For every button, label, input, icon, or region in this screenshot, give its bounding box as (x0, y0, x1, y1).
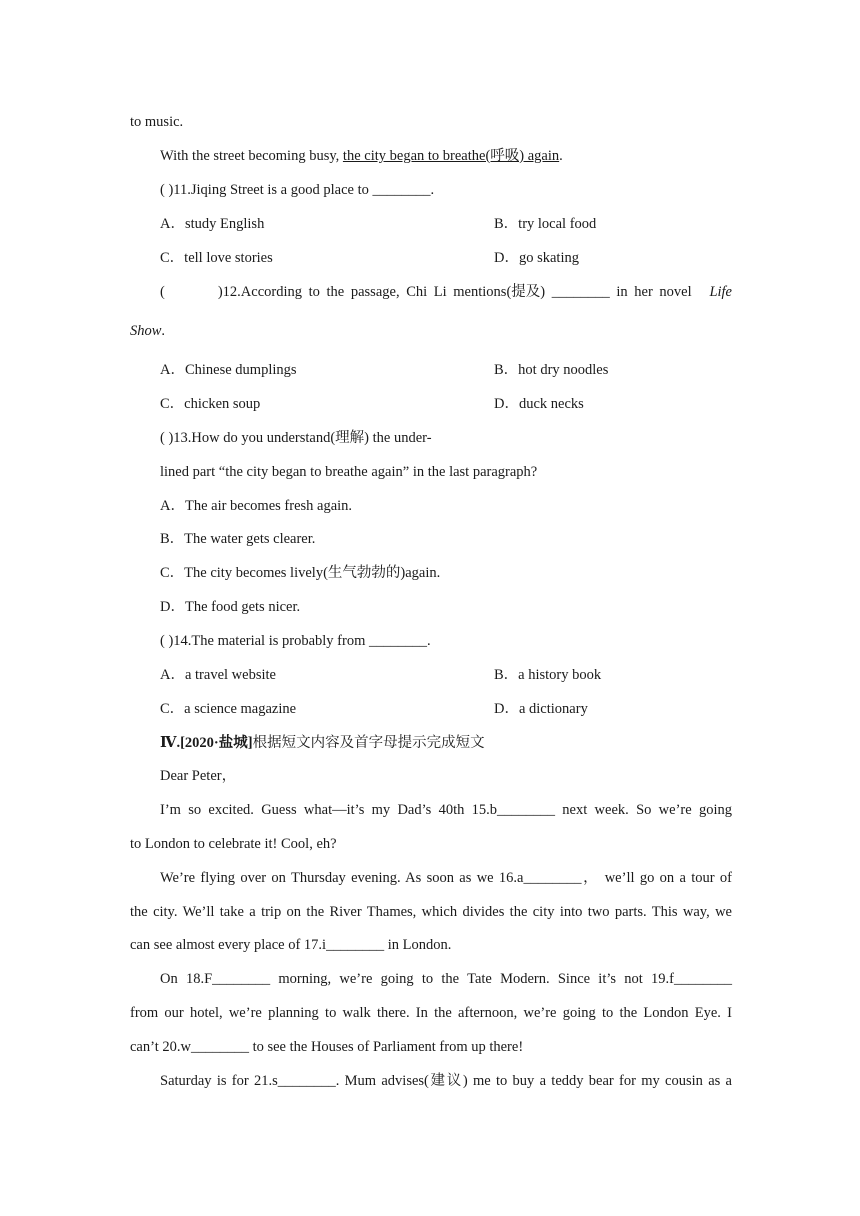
option-14b: B．a history book (494, 667, 602, 683)
paragraph-line: to London to celebrate it! Cool, eh? (130, 836, 337, 852)
option-13a: A．The air becomes fresh again. (160, 498, 353, 514)
paragraph-line: Saturday is for 21.s________. Mum advises(建议) me to buy a teddy bear for my cousin as a (160, 1073, 732, 1089)
text-line: to music. (130, 114, 184, 130)
option-12c: C．chicken soup (160, 396, 261, 412)
letter-salutation: Dear Peter， (160, 768, 237, 784)
option-11d: D．go skating (494, 250, 579, 266)
underlined-phrase: the city began to breathe(呼吸) again (342, 148, 560, 164)
option-14d: D．a dictionary (494, 701, 588, 717)
question-13: ( )13.How do you understand(理解) the under- (160, 430, 432, 446)
paragraph-line: can see almost every place of 17.i________ in London. (130, 937, 452, 953)
paragraph-line: On 18.F________ morning, we’re going to the Tate Modern. Since it’s not 19.f________ (160, 971, 732, 987)
question-12-cont: Show. (130, 323, 166, 339)
option-11c: C．tell love stories (160, 250, 273, 266)
option-14c: C．a science magazine (160, 701, 297, 717)
option-12d: D．duck necks (494, 396, 584, 412)
option-11a: A．study English (160, 216, 265, 232)
option-12b: B．hot dry noodles (494, 362, 609, 378)
option-13d: D．The food gets nicer. (160, 599, 301, 615)
paragraph-line: We’re flying over on Thursday evening. As soon as we 16.a________， we’ll go on a tour of (160, 870, 732, 886)
option-13c: C．The city becomes lively(生气勃勃的)again. (160, 565, 441, 581)
option-12a: A．Chinese dumplings (160, 362, 297, 378)
text-line: With the street becoming busy, the city began to breathe(呼吸) again. (160, 148, 563, 164)
option-13b: B．The water gets clearer. (160, 531, 316, 547)
option-11b: B．try local food (494, 216, 597, 232)
section-title: Ⅳ.[2020·盐城]根据短文内容及首字母提示完成短文 (160, 735, 485, 751)
paragraph-line: from our hotel, we’re planning to walk there. In the afternoon, we’re going to the London Eye. I (130, 1005, 732, 1021)
option-14a: A．a travel website (160, 667, 276, 683)
question-12: ( )12.According to the passage, Chi Li mentions(提及) ________ in her novel Life (160, 284, 732, 300)
paragraph-line: can’t 20.w________ to see the Houses of Parliament from up there! (130, 1039, 524, 1055)
question-14: ( )14.The material is probably from ________. (160, 633, 431, 649)
paragraph-line: the city. We’ll take a trip on the River Thames, which divides the city into two parts. This way, we (130, 904, 732, 920)
paragraph-line: I’m so excited. Guess what—it’s my Dad’s 40th 15.b________ next week. So we’re going (160, 802, 732, 818)
question-11: ( )11.Jiqing Street is a good place to ________. (160, 182, 435, 198)
question-13-cont: lined part “the city began to breathe again” in the last paragraph? (160, 464, 538, 480)
